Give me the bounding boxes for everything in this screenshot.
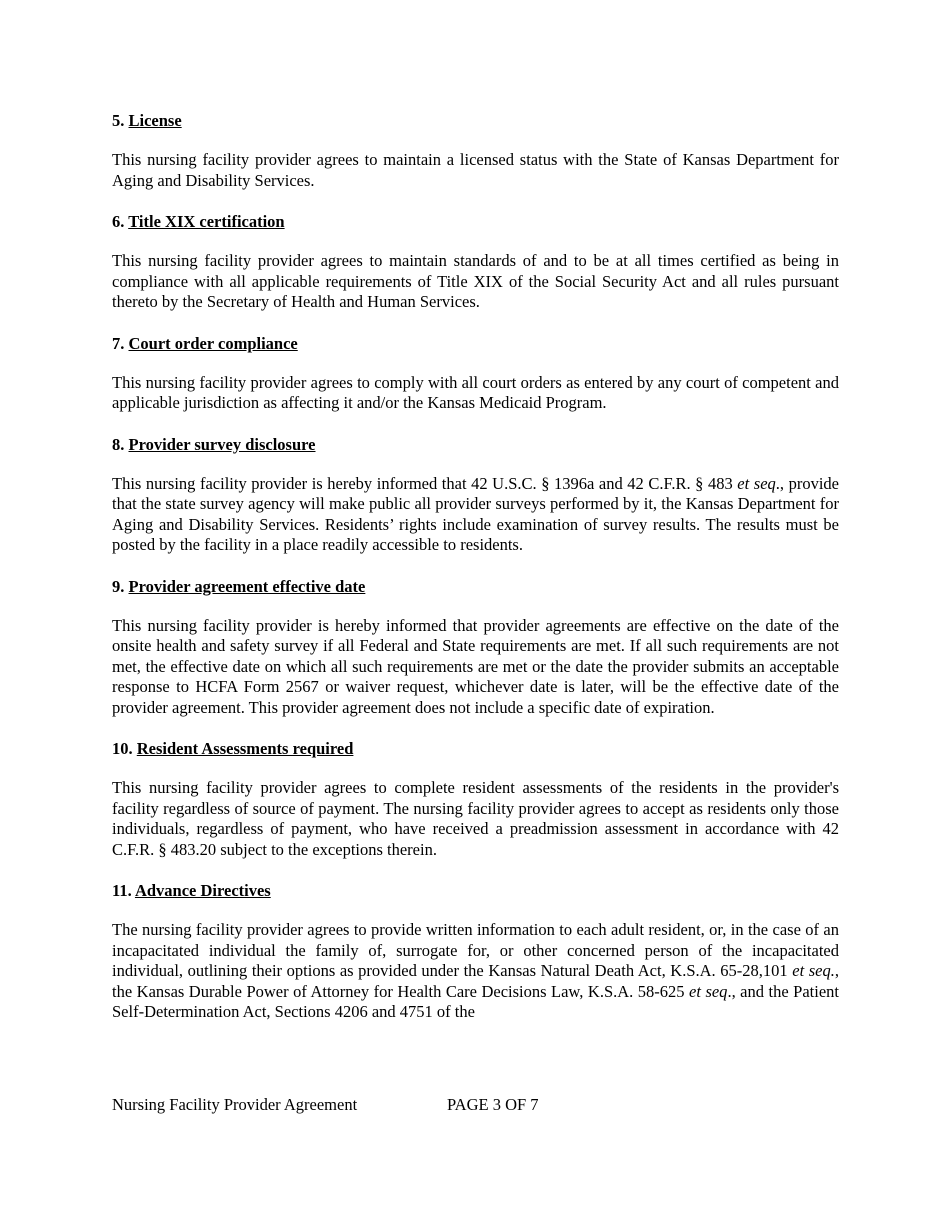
section-number: 11. <box>112 881 132 900</box>
section-7-body: This nursing facility provider agrees to comply with all court orders as entered by any court of competent and applicable jurisdiction as affecting it and/or the Kansas Medicaid Program. <box>112 372 839 412</box>
page-footer <box>112 1094 539 1116</box>
section-title: Provider agreement effective date <box>128 576 366 596</box>
body-italic-text: et seq <box>737 473 776 493</box>
section-number: 5. <box>112 111 125 130</box>
body-text: This nursing facility provider is hereby informed that 42 U.S.C. § 1396a and 42 C.F.R. § 483 <box>112 473 738 493</box>
section-title: Provider survey disclosure <box>128 434 316 454</box>
section-8-body <box>112 474 839 556</box>
body-text: ., provide that the state survey agency will make public all provider surveys performed by it, the Kansas Department for Aging and Disability Services. Residents’ rights include examination of survey results. The results must be posted by the facility in a place readily accessible to residents. <box>112 473 839 554</box>
section-10-body: This nursing facility provider agrees to complete resident assessments of the residents in the provider's facility regardless of source of payment. The nursing facility provider agrees to accept as residents only those individuals, regardless of payment, who have received a preadmission assessment in accordance with 42 C.F.R. § 483.20 subject to the exceptions therein. <box>112 778 839 859</box>
body-text: , the Kansas Durable Power of Attorney for Health Care Decisions Law, K.S.A. 58-625 <box>112 961 839 1001</box>
footer-page-number: PAGE 3 OF 7 <box>447 1095 539 1114</box>
body-text: ., and the Patient Self-Determination Act, Sections 4206 and 4751 of the <box>112 981 839 1021</box>
section-6-heading <box>112 211 839 233</box>
section-number: 9. <box>112 576 125 596</box>
section-5-body: This nursing facility provider agrees to maintain a licensed status with the State of Kansas Department for Aging and Disability Services. <box>112 150 839 190</box>
section-10-heading <box>112 738 839 760</box>
section-5-heading <box>112 110 839 132</box>
footer-document-name: Nursing Facility Provider Agreement <box>112 1095 358 1114</box>
section-8-heading <box>112 434 839 456</box>
section-number: 7. <box>112 333 125 353</box>
section-number: 10. <box>112 739 133 758</box>
section-11-body <box>112 920 839 1023</box>
section-number: 6. <box>112 212 125 231</box>
section-9-heading <box>112 576 839 598</box>
section-6-body: This nursing facility provider agrees to maintain standards of and to be at all times certified as being in compliance with all applicable requirements of Title XIX of the Social Security Act and all rules pursuant thereto by the Secretary of Health and Human Services. <box>112 251 839 311</box>
section-number: 8. <box>112 434 125 454</box>
section-7-heading <box>112 333 839 355</box>
body-italic-text: et seq. <box>792 961 835 980</box>
section-title: License <box>128 111 182 130</box>
body-italic-text: et seq <box>689 981 728 1001</box>
section-title: Court order compliance <box>128 333 298 353</box>
document-page <box>112 110 839 1043</box>
body-text: The nursing facility provider agrees to provide written information to each adult resident, or, in the case of an incapacitated individual the family of, surrogate for, or other concerned person of the incapacitated individual, outlining their options as provided under the Kansas Natural Death Act, K.S.A. 65-28,101 <box>112 920 839 980</box>
section-title: Advance Directives <box>134 881 271 900</box>
section-title: Resident Assessments required <box>136 739 354 758</box>
section-9-body: This nursing facility provider is hereby informed that provider agreements are effective on the date of the onsite health and safety survey if all Federal and State requirements are met. If all such requirements are not met, the effective date on which all such requirements are met or the date the provider submits an acceptable response to HCFA Form 2567 or waiver request, whichever date is later, will be the effective date of the provider agreement. This provider agreement does not include a specific date of expiration. <box>112 615 839 717</box>
section-11-heading <box>112 880 839 902</box>
section-title: Title XIX certification <box>128 212 285 231</box>
